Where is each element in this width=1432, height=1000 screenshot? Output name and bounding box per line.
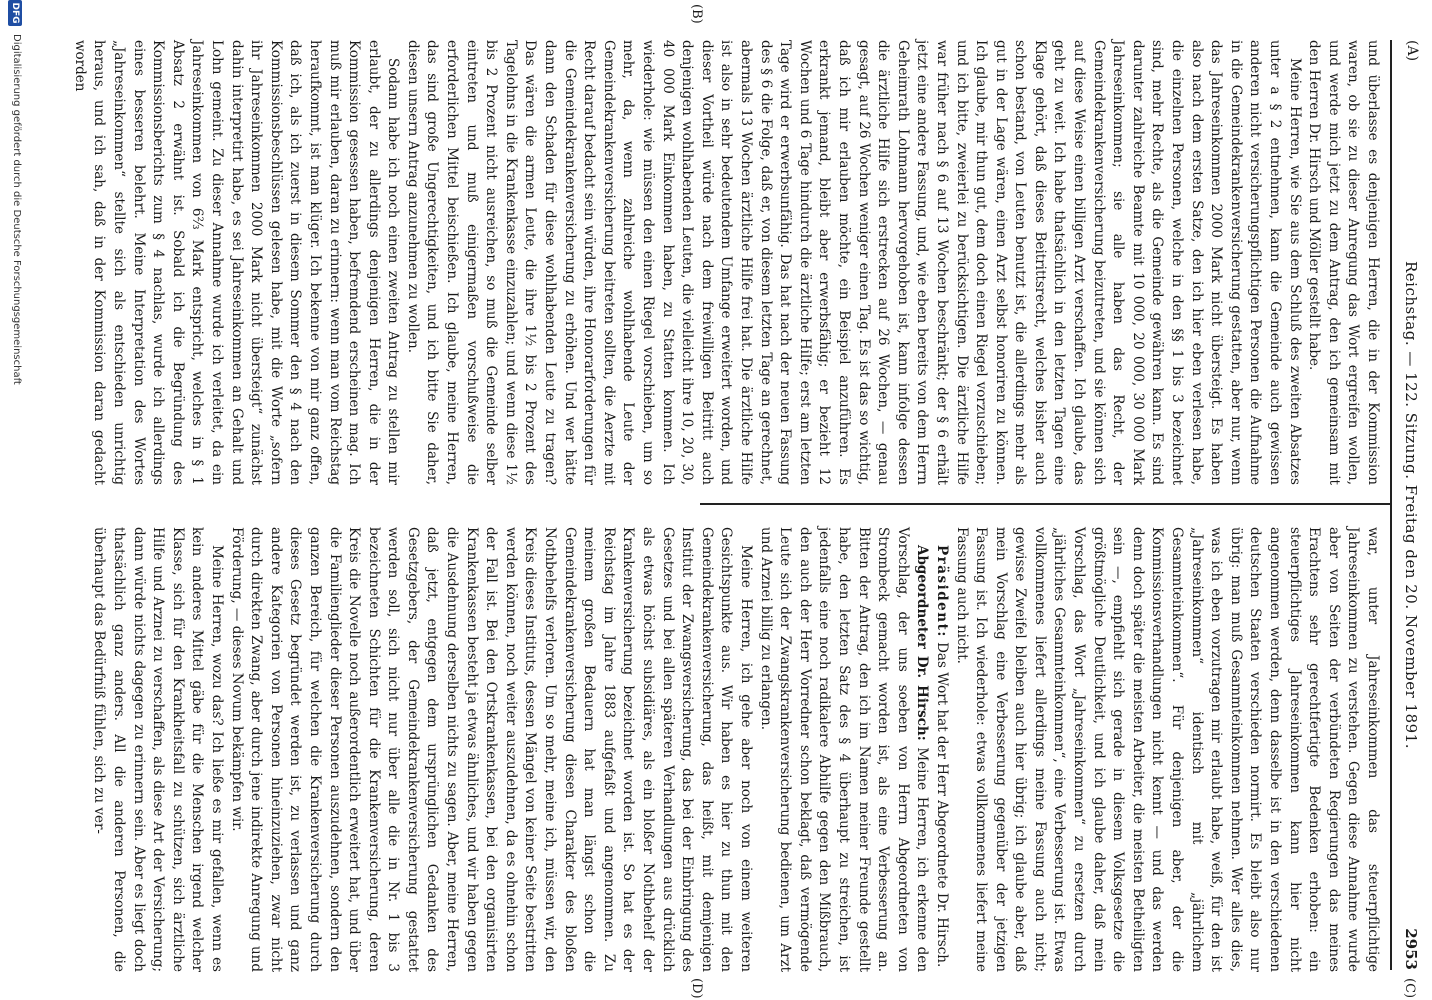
margin-marker-b: (B) <box>689 4 704 24</box>
speaker-president: Präsident: <box>933 545 950 638</box>
page-number: 2953 <box>1402 928 1420 970</box>
left-column <box>69 40 1382 485</box>
page-header <box>1394 40 1420 970</box>
margin-marker-d: (D) <box>689 978 704 999</box>
paragraph: war, unter Jahreseinkommen das steuerpflichtige Jahreseinkommen zu verstehen. Gegen diese Annahme wurde aber von Seiten der verbündeten Regierungen das meines Erachtens sehr gerechtfertigte Bedenken erhoben: ein steuerpflichtiges Jahreseinkommen kann hier nicht angenommen werden, denn dasselbe ist in den verschiedenen deutschen Staaten verschieden normirt. Es bleibt also nur übrig: man muß Gesammteinkommen nehmen. Wer alles dies, was ich eben vorzutragen mir erlaubt habe, weiß, für den ist „Jahreseinkommen“ identisch mit „jährlichem Gesammteinkommen“. Für denjenigen aber, der die Kommissionsverhandlungen nicht kennt — und das werden denn doch später die meisten Arbeiter, die meisten Betheiligten sein —, empfiehlt sich gerade in diesem Volksgesetze die größtmögliche Deutlichkeit, und ich glaube daher, daß mein Vorschlag, das Wort „Jahreseinkommen“ zu ersetzen durch „jährliches Gesammteinkommen“, eine Verbesserung ist. Etwas vollkommenes liefert allerdings meine Fassung auch nicht; gewisse Zweifel bleiben auch hier übrig; ich glaube aber, daß mein Vorschlag eine Verbesserung gegenüber der jetzigen Fassung ist. Ich wiederhole: etwas vollkommenes liefert meine Fassung auch nicht. <box>953 527 1381 972</box>
paragraph: und überlasse es denjenigen Herren, die in der Kommission waren, ob sie zu dieser Anregung das Wort ergreifen wollen, und werde mich jetzt zu dem Antrag, den ich gemeinsam mit den Herren Dr. Hirsch und Möller gestellt habe. <box>1306 40 1381 485</box>
statement-text: Das Wort hat der Herr Abgeordnete Dr. Hirsch. <box>933 642 950 968</box>
speech-text: Meine Herren, ich erkenne den Vorschlag, der uns soeben von Herrn Abgeordneten von Strombeck gemacht worden ist, als eine Verbesserung an. Bitten der Antrag, den ich im Namen meiner Freunde gestellt habe, den letzten Satz des § 4 überhaupt zu streichen, ist jedenfalls eine noch radikalere Abhilfe gegen den Mißbrauch, den auch der Herr Vorredner schon beklagt, daß vermögende Leute sich der Zwangskrankenversicherung bedienen, um Arzt und Arznei billig zu erlangen. <box>757 527 931 973</box>
column-divider <box>700 503 1390 505</box>
paragraph: Sodann habe ich noch einen zweiten Antrag zu stellen mir erlaubt, der zu allerdings denjenigen Herren, die in der Kommission gesessen haben, befremdend erscheinen mag. Ich muß mir erlauben, daran zu erinnern: wenn man vom Reichstag heraufkommt, ist man klüger. Ich bekenne von mir ganz offen, daß ich, als ich zuerst in diesem Sommer den § 4 nach den Kommissionsbeschlüssen gelesen habe, mit die Worte „sofern ihr Jahreseinkommen 2000 Mark nicht übersteigt“ zunächst dahin interpretirt habe, es sei Jahreseinkommen an Gehalt und Lohn gemeint. Zu dieser Annahme wurde ich verleitet, da ein Jahreseinkommen von 6⅔ Mark entspricht, welches in § 1 Absatz 2 erwähnt ist. Sobald ich die Begründung des Kommissionsberichts zum § 4 nachlas, wurde ich allerdings eines besseren belehrt. Meine Interpretation des Wortes „Jahreseinkommen“ stellte sich als entschieden unrichtig heraus, und ich sah, daß in der Kommission daran gedacht worden <box>71 40 402 485</box>
page-title: Reichstag. — 122. Sitzung. Freitag den 20. November 1891. <box>1402 261 1420 749</box>
paragraph: Meine Herren, ich gehe aber noch von einem weiteren Gesichtspunkte aus. Wir haben es hier zu thun mit den Gemeindekrankenversicherung, das heißt, mit demjenigen Institut der Zwangsversicherung, das bei der Einbringung des Gesetzes und bei allen späteren Verhandlungen aus drücklich als etwas höchst subsidiäres, als ein bloßer Nothbehelf der Krankenversicherung bezeichnet worden ist. So hat es der Reichstag im Jahre 1883 aufgefaßt und angenommen. Zu meinem großen Bedauern hat man längst schon die Gemeindekrankenversicherung diesen Charakter des bloßen Nothbehelfs verloren. Um so mehr, meine ich, müssen wir, den Kreis dieses Instituts, dessen Mängel von keiner Seite bestritten werden können, noch weiter auszudehnen, da es ohnehin schon der Fall ist. Bei den Ortskrankenkassen, bei den organisirten Krankenkassen besteht ja etwas ähnliches, und wir haben gegen die Ausdehnung derselben nichts zu sagen. Aber, meine Herren, daß jetzt, entgegen dem ursprünglichen Gedanken des Gesetzgebers, der Gemeindekrankenversicherung gestattet werden soll, sich nicht nur über alle die in Nr. 1 bis 3 bezeichneten Schichten für die Krankenversicherung, deren Kreis die Novelle noch außerordentlich erweitert hat, und über die Familienglieder dieser Personen auszudehnen, sondern den ganzen Bereich, für welchen die Krankenversicherung durch dieses Gesetz begründet werden ist, zu verlassen und ganz andere Kategorien von Personen hineinzuziehen, zwar nicht durch direkten Zwang, aber durch jene indirekte Anregung und Förderung, — dieses Novum bekämpfen wir. <box>228 527 754 972</box>
president-statement <box>931 527 951 972</box>
paragraph: Meine Herren, wozu das? Ich ließe es mir gefallen, wenn es kein anderes Mittel gäbe für die Menschen irgend welcher Klasse, sich für den Krankheitsfall zu schützen, sich ärztliche Hilfe und Arznei zu verschaffen, als diese Art der Versicherung; dann würde nichts dagegen zu erinnern sein. Aber es liegt doch thatsächlich ganz anders. All die anderen Personen, die überhaupt das Bedürfniß fühlen, sich zu ver- <box>91 527 225 972</box>
speech-opening <box>755 527 931 972</box>
paragraph: Meine Herren, wie Sie aus dem Schluß des zweiten Absatzes unter a § 2 entnehmen, kann die Gemeinde auch gewissen anderen nicht versicherungspflichtigen Personen die Aufnahme in die Gemeindekrankenversicherung gestatten, aber nur, wenn das Jahreseinkommen 2000 Mark nicht übersteigt. Es haben also nach dem ersten Satze, den ich hier eben verlesen habe, die einzelnen Personen, welche in den §§ 1 bis 3 bezeichnet sind, mehr Rechte, als die Gemeinde gewähren kann. Es sind darunter zahlreiche Beamte mit 10 000, 20 000, 30 000 Mark Jahreseinkommen; sie alle haben das Recht, der Gemeindekrankenversicherung beizutreten, und sie können sich auf diese Weise einen billigen Arzt verschaffen. Ich glaube, das geht zu weit. Ich habe thatsächlich in den letzten Tagen eine Klage gehört, daß dieses Beitrittsrecht, welches bisher auch schon bestand, von Leuten benutzt ist, die allerdings mehr als gut in der Lage wären, einen Arzt selbst honoriren zu können. Ich glaube, mir thun gut, dem doch einen Riegel vorzuschieben; und ich bitte, zweierlei zu berücksichtigen. Die ärztliche Hilfe war früher nach § 6 auf 13 Wochen beschränkt; der § 6 erhält jetzt eine andere Fassung, und, wie eben bereits von dem Herrn Geheimrath Lohmann hervorgehoben ist, kann infolge dessen die ärztliche Hilfe sich erstrecken auf 26 Wochen, — genau gesagt, auf 26 Wochen weniger einen Tag. Es ist das so wichtig, daß ich mir erlauben möchte, ein Beispiel anzuführen. Es erkrankt jemand, bleibt aber erwerbsfähig; er bezieht 12 Wochen und 6 Tage hindurch die ärztliche Hilfe; erst am letzten Tage wird er erwerbsunfähig. Das hat nach der neuen Fassung des § 6 die Folge, daß er, von diesem letzten Tage an gerechnet, abermals 13 Wochen ärztliche Hilfe frei hat. Die ärztliche Hilfe ist also in sehr bedeutendem Umfange erweitert worden, und dieser Vortheil würde nach dem freiwilligen Beitritt auch denjenigen wohlhabenden Leuten, die vielleicht ihre 10, 20, 30, 40 000 Mark Einkommen haben, zu Statten kommen. Ich wiederhole: wie müssen den einen Riegel vorschieben, um so mehr, da, wenn zahlreiche wohlhabende Leute der Gemeindekrankenversicherung beitreten sollten, die Aerzte mit Recht darauf bedacht sein würden, ihre Honorarforderungen für die Gemeindekrankenversicherung zu erhöhen. Und wer hätte dann den Schaden für diese wohlhabenden Leute zu tragen? Das wären die armen Leute, die ihre 1½ bis 2 Prozent des Tagelohns in die Krankenkasse einzuzahlen; und wenn diese 1½ bis 2 Prozent nicht ausreichen, so muß die Gemeinde selber eintreten und muß einigermaßen vorschußweise die erforderlichen Mittel beischießen. Ich glaube, meine Herren, das sind große Ungerechtigkeiten, und ich bitte Sie daher, diesen unsern Antrag anzunehmen zu wollen. <box>404 40 1303 485</box>
dfg-logo: DFG <box>8 0 22 26</box>
right-column <box>89 527 1382 972</box>
header-rule <box>1390 40 1392 970</box>
digitization-credit: Digitalisierung gefördert durch die Deutsche Forschungsgemeinschaft <box>11 34 22 385</box>
margin-marker-c: (C) <box>1402 978 1417 999</box>
page-footer <box>4 0 24 1000</box>
speaker-hirsch: Abgeordneter Dr. Hirsch: <box>914 545 931 741</box>
margin-marker-a: (A) <box>1404 40 1420 62</box>
